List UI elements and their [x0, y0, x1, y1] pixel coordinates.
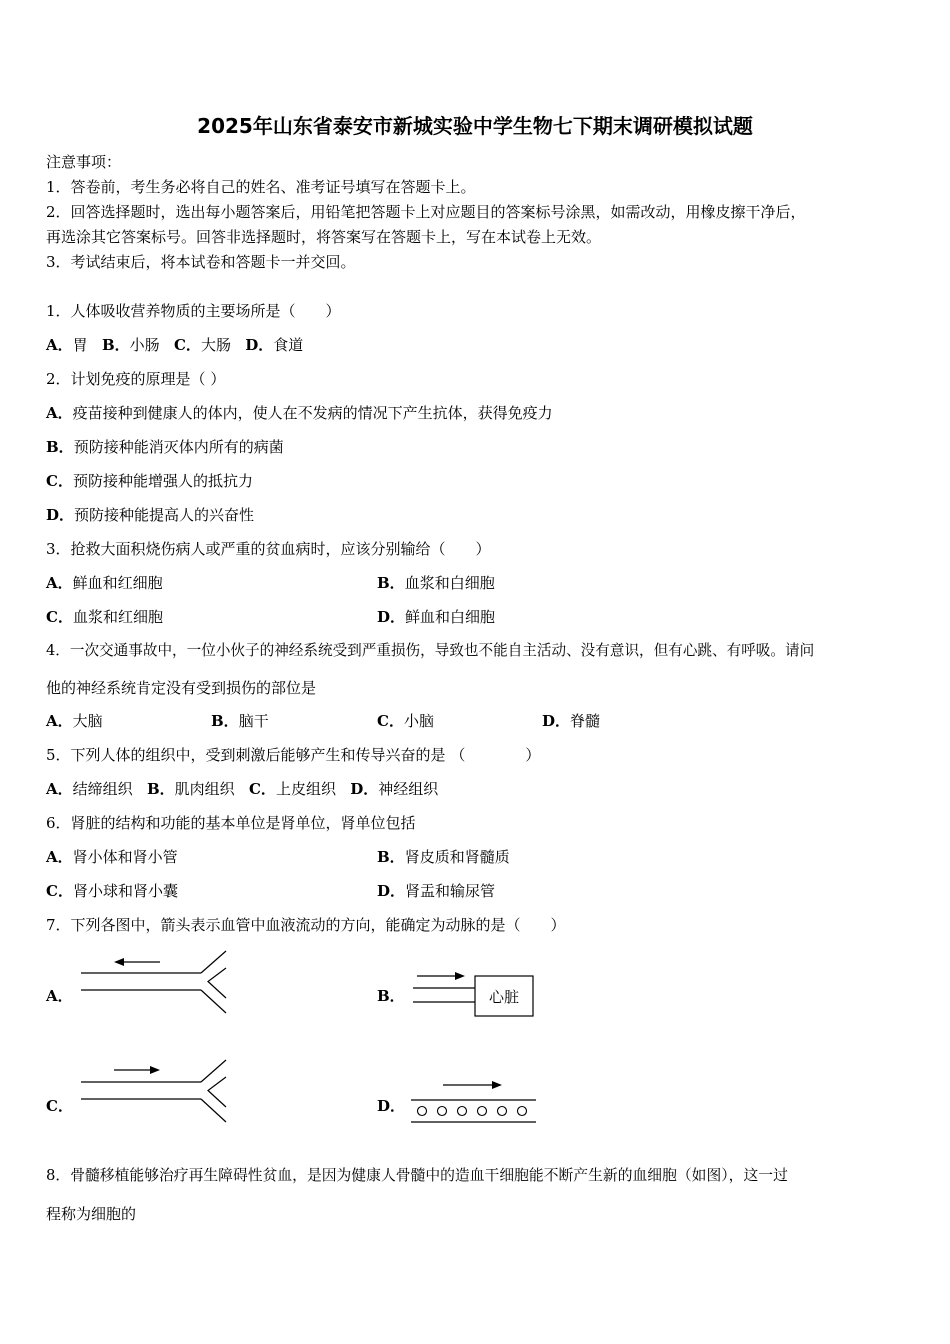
question-3-option-a	[46, 573, 163, 593]
option-text: 胃	[72, 336, 88, 354]
notice-item: 1．答卷前，考生务必将自己的姓名、准考证号填写在答题卡上。	[46, 178, 476, 196]
question-1-options	[46, 335, 303, 355]
figure-d-label: D．	[377, 1097, 406, 1115]
heart-box-label: 心脏	[488, 988, 520, 1006]
question-2-option-b	[46, 437, 284, 457]
question-4-option-a	[46, 711, 103, 731]
option-text: 神经组织	[378, 780, 439, 798]
option-label: B．	[211, 712, 239, 730]
question-5-options	[46, 779, 438, 799]
question-3-stem: 3．抢救大面积烧伤病人或严重的贫血病时，应该分别输给（ ）	[46, 540, 491, 558]
figure-a-label: A．	[46, 987, 73, 1005]
option-label: D．	[245, 336, 274, 354]
option-label: B．	[101, 336, 130, 354]
question-8-stem-line2: 程称为细胞的	[46, 1205, 137, 1223]
option-text: 疫苗接种到健康人的体内，使人在不发病的情况下产生抗体，获得免疫力	[72, 404, 553, 422]
question-6-option-c	[46, 881, 178, 901]
option-label: C．	[46, 608, 73, 626]
option-label: C．	[173, 336, 201, 354]
option-text: 食道	[273, 336, 304, 354]
figure-d-diagram	[408, 1075, 543, 1127]
option-label: A．	[46, 780, 73, 798]
option-label: A．	[46, 574, 73, 592]
question-4-option-b	[211, 711, 269, 731]
question-6-option-a	[46, 847, 178, 867]
notice-item: 3．考试结束后，将本试卷和答题卡一并交回。	[46, 253, 356, 271]
option-text: 肾盂和输尿管	[405, 882, 496, 900]
question-3-option-b	[377, 573, 495, 593]
question-6-stem: 6．肾脏的结构和功能的基本单位是肾单位，肾单位包括	[46, 814, 416, 832]
question-1-stem: 1．人体吸收营养物质的主要场所是（ ）	[46, 302, 341, 320]
option-text: 上皮组织	[275, 780, 336, 798]
option-text: 肌肉组织	[174, 780, 235, 798]
option-text: 预防接种能提高人的兴奋性	[74, 506, 255, 524]
option-text: 血浆和红细胞	[72, 608, 163, 626]
option-text: 鲜血和白细胞	[405, 608, 496, 626]
option-label: A．	[46, 848, 73, 866]
option-text: 结缔组织	[72, 780, 133, 798]
option-label: B．	[46, 438, 74, 456]
option-label: C．	[248, 780, 276, 798]
question-6-option-b	[377, 847, 510, 867]
option-label: C．	[46, 472, 73, 490]
question-4-stem-line1: 4．一次交通事故中，一位小伙子的神经系统受到严重损伤，导致也不能自主活动、没有意识，但有心跳、有呼吸。请问	[46, 642, 815, 659]
option-text: 预防接种能增强人的抵抗力	[72, 472, 253, 490]
question-2-option-a	[46, 403, 553, 423]
question-4-option-d	[542, 711, 600, 731]
option-label: A．	[46, 404, 73, 422]
option-label: D．	[377, 608, 406, 626]
question-6-option-d	[377, 881, 495, 901]
option-text: 小肠	[129, 336, 160, 354]
option-label: D．	[542, 712, 571, 730]
option-label: D．	[46, 506, 75, 524]
option-label: A．	[46, 336, 73, 354]
option-label: D．	[350, 780, 379, 798]
question-3-option-d	[377, 607, 495, 627]
option-text: 脑干	[238, 712, 269, 730]
option-text: 小脑	[403, 712, 434, 730]
question-7-stem: 7．下列各图中，箭头表示血管中血液流动的方向，能确定为动脉的是（ ）	[46, 916, 566, 934]
option-text: 肾小球和肾小囊	[72, 882, 178, 900]
option-text: 大脑	[72, 712, 103, 730]
question-2-stem: 2．计划免疫的原理是（ ）	[46, 370, 226, 388]
option-label: A．	[46, 712, 73, 730]
question-2-option-c	[46, 471, 253, 491]
option-text: 肾皮质和肾髓质	[404, 848, 510, 866]
option-text: 肾小体和肾小管	[72, 848, 178, 866]
option-text: 脊髓	[570, 712, 601, 730]
question-4-option-c	[377, 711, 434, 731]
figure-c-label: C．	[46, 1097, 73, 1115]
question-4-stem-line2: 他的神经系统肯定没有受到损伤的部位是	[46, 679, 317, 697]
notice-item: 再选涂其它答案标号。回答非选择题时，将答案写在答题卡上，写在本试卷上无效。	[46, 228, 602, 246]
notice-item: 2．回答选择题时，选出每小题答案后，用铅笔把答题卡上对应题目的答案标号涂黑，如需改动，用橡皮擦干净后，	[46, 203, 806, 221]
option-label: B．	[377, 848, 405, 866]
option-label: C．	[46, 882, 73, 900]
figure-c-diagram	[76, 1057, 236, 1127]
option-label: C．	[377, 712, 404, 730]
page-title: 2025年山东省泰安市新城实验中学生物七下期末调研模拟试题	[197, 114, 753, 138]
notice-heading: 注意事项：	[46, 153, 122, 171]
option-text: 血浆和白细胞	[404, 574, 495, 592]
figure-a-diagram	[76, 948, 236, 1018]
option-label: B．	[377, 574, 405, 592]
question-8-stem-line1: 8．骨髓移植能够治疗再生障碍性贫血，是因为健康人骨髓中的造血干细胞能不断产生新的血细胞（如图），这一过	[46, 1167, 788, 1184]
option-text: 大肠	[200, 336, 231, 354]
question-3-option-c	[46, 607, 163, 627]
option-text: 鲜血和红细胞	[72, 574, 163, 592]
figure-b-label: B．	[377, 987, 405, 1005]
question-2-option-d	[46, 505, 254, 525]
question-5-stem: 5．下列人体的组织中，受到刺激后能够产生和传导兴奋的是 （ ）	[46, 746, 541, 764]
option-text: 预防接种能消灭体内所有的病菌	[73, 438, 284, 456]
figure-b-diagram	[405, 962, 540, 1022]
option-label: B．	[146, 780, 175, 798]
option-label: D．	[377, 882, 406, 900]
